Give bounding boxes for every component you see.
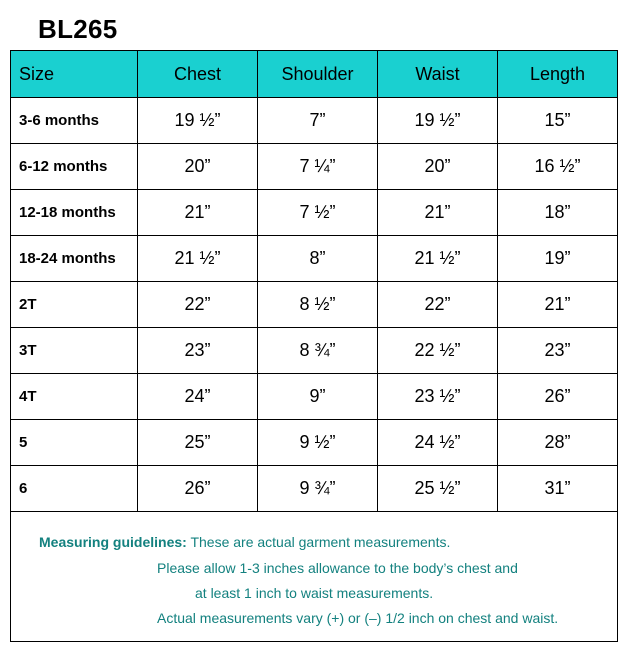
length-cell: 15” bbox=[498, 98, 618, 144]
table-row bbox=[11, 236, 618, 282]
waist-cell: 24 ½” bbox=[378, 420, 498, 466]
table-row bbox=[11, 282, 618, 328]
notes-row bbox=[11, 512, 618, 642]
length-cell: 16 ½” bbox=[498, 144, 618, 190]
length-cell: 19” bbox=[498, 236, 618, 282]
length-cell: 23” bbox=[498, 328, 618, 374]
size-cell: 3T bbox=[11, 328, 138, 374]
shoulder-cell: 7 ½” bbox=[258, 190, 378, 236]
shoulder-cell: 9” bbox=[258, 374, 378, 420]
waist-cell: 23 ½” bbox=[378, 374, 498, 420]
notes-line-2: Please allow 1-3 inches allowance to the body’s chest and bbox=[157, 560, 518, 576]
chart-title: BL265 bbox=[38, 14, 118, 44]
chest-cell: 26” bbox=[138, 466, 258, 512]
size-cell: 6 bbox=[11, 466, 138, 512]
size-cell: 2T bbox=[11, 282, 138, 328]
chest-cell: 24” bbox=[138, 374, 258, 420]
waist-cell: 21 ½” bbox=[378, 236, 498, 282]
notes-heading: Measuring guidelines: bbox=[39, 534, 187, 550]
size-cell: 5 bbox=[11, 420, 138, 466]
header-shoulder: Shoulder bbox=[258, 51, 378, 98]
shoulder-cell: 9 ½” bbox=[258, 420, 378, 466]
chest-cell: 19 ½” bbox=[138, 98, 258, 144]
chest-cell: 23” bbox=[138, 328, 258, 374]
waist-cell: 22” bbox=[378, 282, 498, 328]
waist-cell: 22 ½” bbox=[378, 328, 498, 374]
size-cell: 4T bbox=[11, 374, 138, 420]
header-length: Length bbox=[498, 51, 618, 98]
size-cell: 3-6 months bbox=[11, 98, 138, 144]
header-waist: Waist bbox=[378, 51, 498, 98]
size-chart-table bbox=[10, 50, 618, 642]
table-row bbox=[11, 420, 618, 466]
notes-line-1 bbox=[39, 534, 450, 550]
waist-cell: 21” bbox=[378, 190, 498, 236]
length-cell: 26” bbox=[498, 374, 618, 420]
size-cell: 12-18 months bbox=[11, 190, 138, 236]
table-row bbox=[11, 98, 618, 144]
shoulder-cell: 7 ¼” bbox=[258, 144, 378, 190]
shoulder-cell: 8 ¾” bbox=[258, 328, 378, 374]
waist-cell: 20” bbox=[378, 144, 498, 190]
chest-cell: 21 ½” bbox=[138, 236, 258, 282]
chest-cell: 20” bbox=[138, 144, 258, 190]
chest-cell: 22” bbox=[138, 282, 258, 328]
notes-text-1: These are actual garment measurements. bbox=[186, 534, 451, 550]
notes-line-3: at least 1 inch to waist measurements. bbox=[195, 585, 434, 601]
length-cell: 18” bbox=[498, 190, 618, 236]
table-row bbox=[11, 144, 618, 190]
length-cell: 21” bbox=[498, 282, 618, 328]
header-chest: Chest bbox=[138, 51, 258, 98]
shoulder-cell: 7” bbox=[258, 98, 378, 144]
length-cell: 28” bbox=[498, 420, 618, 466]
chest-cell: 21” bbox=[138, 190, 258, 236]
shoulder-cell: 9 ¾” bbox=[258, 466, 378, 512]
notes-cell bbox=[11, 512, 618, 642]
shoulder-cell: 8 ½” bbox=[258, 282, 378, 328]
waist-cell: 19 ½” bbox=[378, 98, 498, 144]
size-cell: 18-24 months bbox=[11, 236, 138, 282]
size-cell: 6-12 months bbox=[11, 144, 138, 190]
table-row bbox=[11, 328, 618, 374]
header-size: Size bbox=[11, 51, 138, 98]
table-row bbox=[11, 190, 618, 236]
length-cell: 31” bbox=[498, 466, 618, 512]
table-row bbox=[11, 466, 618, 512]
waist-cell: 25 ½” bbox=[378, 466, 498, 512]
header-row bbox=[11, 51, 618, 98]
shoulder-cell: 8” bbox=[258, 236, 378, 282]
table-row bbox=[11, 374, 618, 420]
notes-line-4: Actual measurements vary (+) or (–) 1/2 inch on chest and waist. bbox=[157, 610, 559, 626]
chest-cell: 25” bbox=[138, 420, 258, 466]
